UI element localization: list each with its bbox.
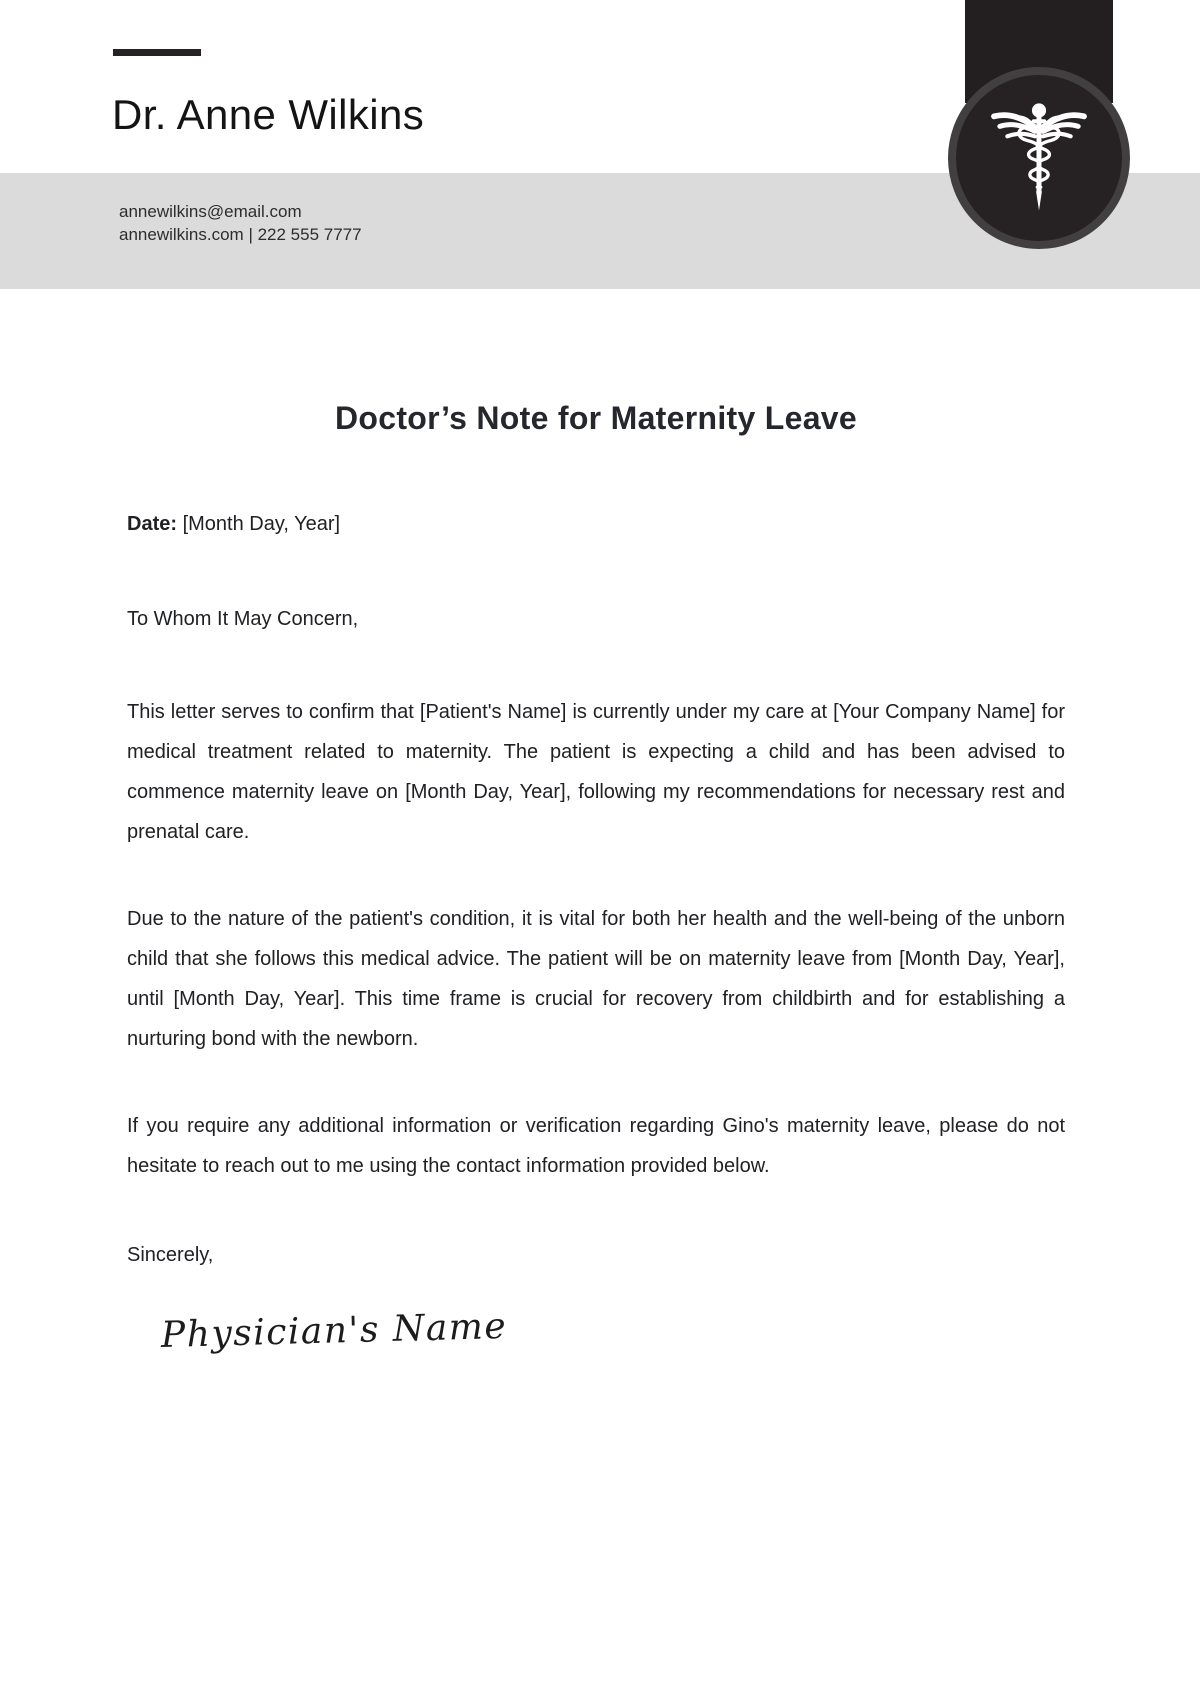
letter-body bbox=[127, 0, 1065, 1356]
contact-website-phone: annewilkins.com | 222 555 7777 bbox=[119, 225, 362, 244]
paragraph-1: This letter serves to confirm that [Patient's Name] is currently under my care at [Your Company Name] for medical treatment related to maternity. The patient is expecting a child and has been advised to commence maternity leave on [Month Day, Year], following my recommendations for necessary rest and prenatal care. bbox=[127, 701, 1065, 843]
salutation: To Whom It May Concern, bbox=[127, 608, 359, 630]
paragraph-2: Due to the nature of the patient's condition, it is vital for both her health and the well-being of the unborn child that she follows this medical advice. The patient will be on maternity leave from [Month Day, Year], until [Month Day, Year]. This time frame is crucial for recovery from childbirth and for establishing a nurturing bond with the newborn. bbox=[127, 908, 1065, 1050]
contact-email: annewilkins@email.com bbox=[119, 202, 302, 221]
date-line bbox=[127, 504, 1065, 544]
paragraph-3: If you require any additional information or verification regarding Gino's maternity leave, please do not hesitate to reach out to me using the contact information provided below. bbox=[127, 1115, 1065, 1177]
medical-badge bbox=[948, 67, 1130, 249]
date-label: Date: bbox=[127, 513, 178, 535]
letterhead-doctor-name: Dr. Anne Wilkins bbox=[112, 91, 425, 138]
closing: Sincerely, bbox=[127, 1244, 214, 1266]
date-value: [Month Day, Year] bbox=[177, 513, 341, 535]
caduceus-icon bbox=[989, 99, 1089, 217]
letter-title: Doctor’s Note for Maternity Leave bbox=[334, 400, 857, 436]
physician-signature: Physician's Name bbox=[160, 1305, 508, 1356]
